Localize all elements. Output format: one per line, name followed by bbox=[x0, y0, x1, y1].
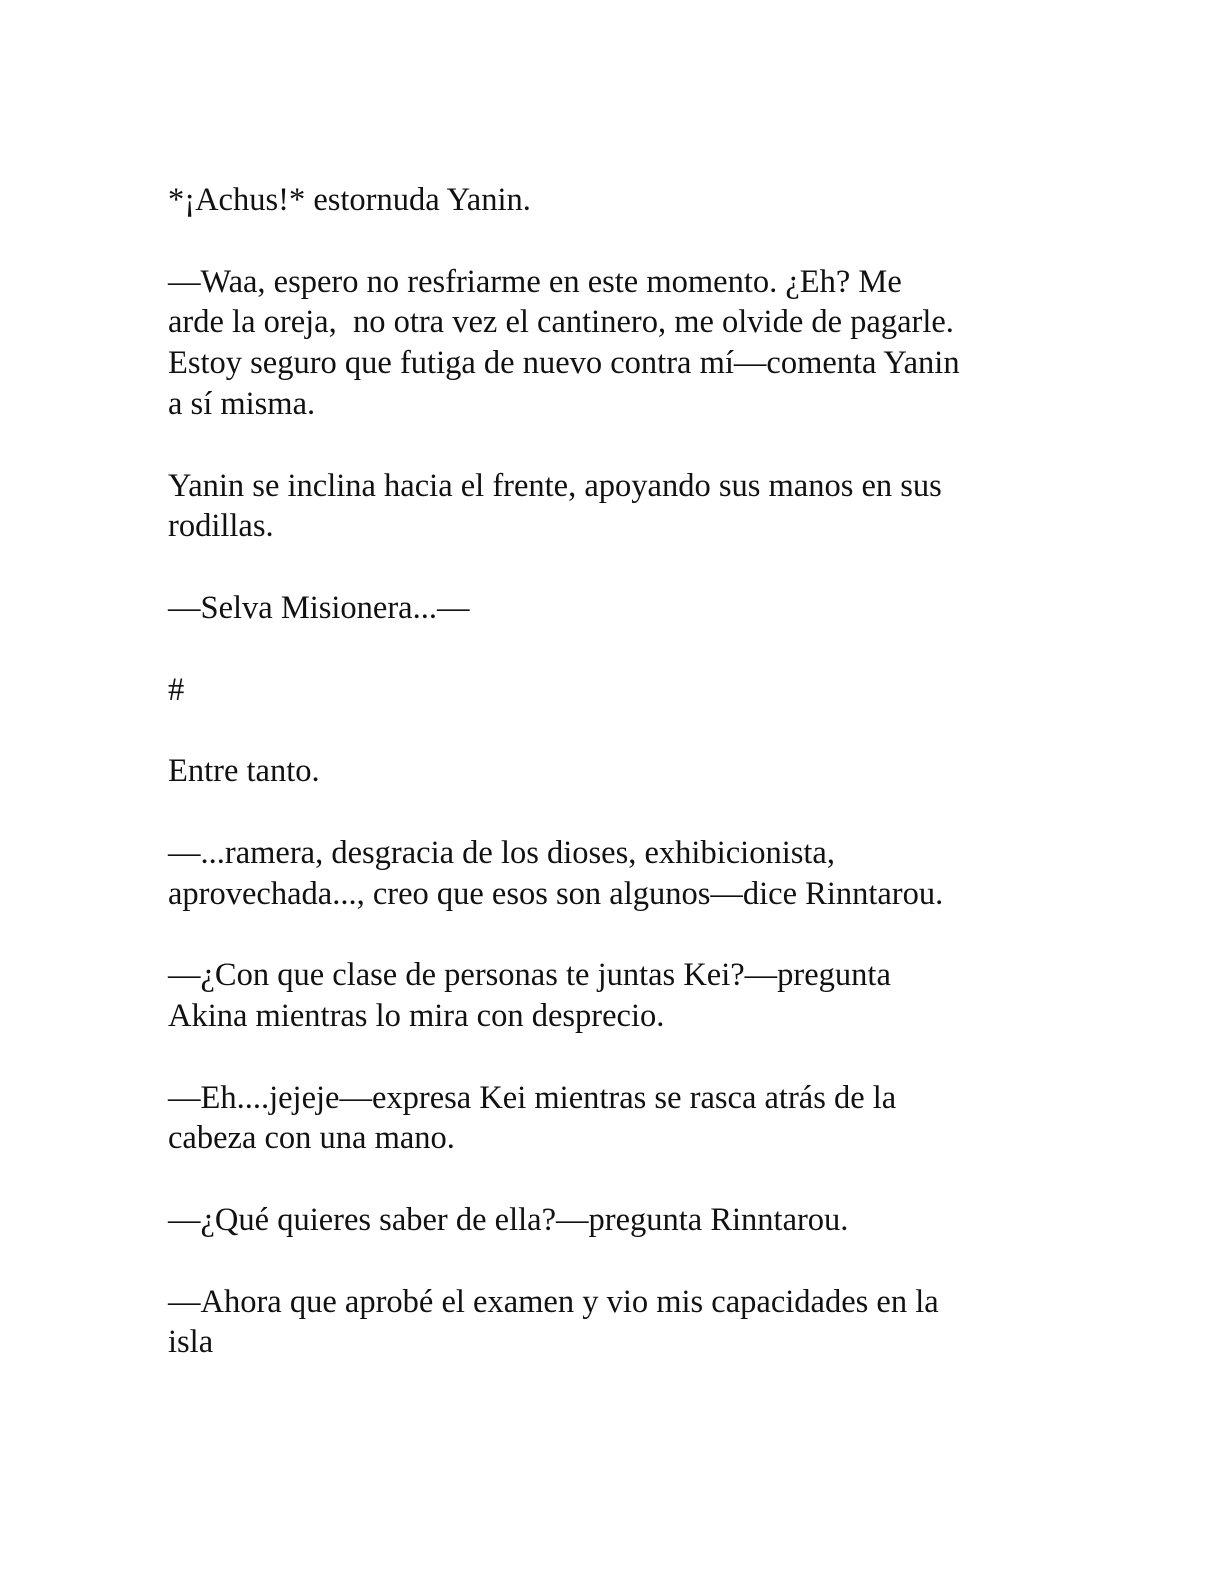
body-text bbox=[168, 180, 1068, 1363]
paragraph: —¿Con que clase de personas te juntas Kei?—pregunta Akina mientras lo mira con desprecio. bbox=[168, 957, 891, 1034]
paragraph: Entre tanto. bbox=[168, 753, 320, 790]
paragraph: —Selva Misionera...— bbox=[168, 589, 470, 626]
paragraph: *¡Achus!* estornuda Yanin. bbox=[168, 182, 531, 218]
paragraph: Yanin se inclina hacia el frente, apoyando sus manos en sus rodillas. bbox=[168, 467, 942, 545]
paragraph: —¿Qué quieres saber de ella?—pregunta Rinntarou. bbox=[168, 1201, 849, 1238]
paragraph: —...ramera, desgracia de los dioses, exhibicionista, aprovechada..., creo que esos son algunos—dice Rinntarou. bbox=[168, 834, 944, 912]
paragraph: —Eh....jejeje—expresa Kei mientras se rasca atrás de la cabeza con una mano. bbox=[168, 1079, 897, 1157]
paragraph: —Ahora que aprobé el examen y vio mis capacidades en la isla bbox=[168, 1283, 939, 1361]
section-break: # bbox=[168, 671, 185, 708]
paragraph: —Waa, espero no resfriarme en este momento. ¿Eh? Me arde la oreja, no otra vez el cantinero, me olvide de pagarle. Estoy seguro que futiga de nuevo contra mí—comenta Yanin a sí misma. bbox=[168, 263, 960, 422]
